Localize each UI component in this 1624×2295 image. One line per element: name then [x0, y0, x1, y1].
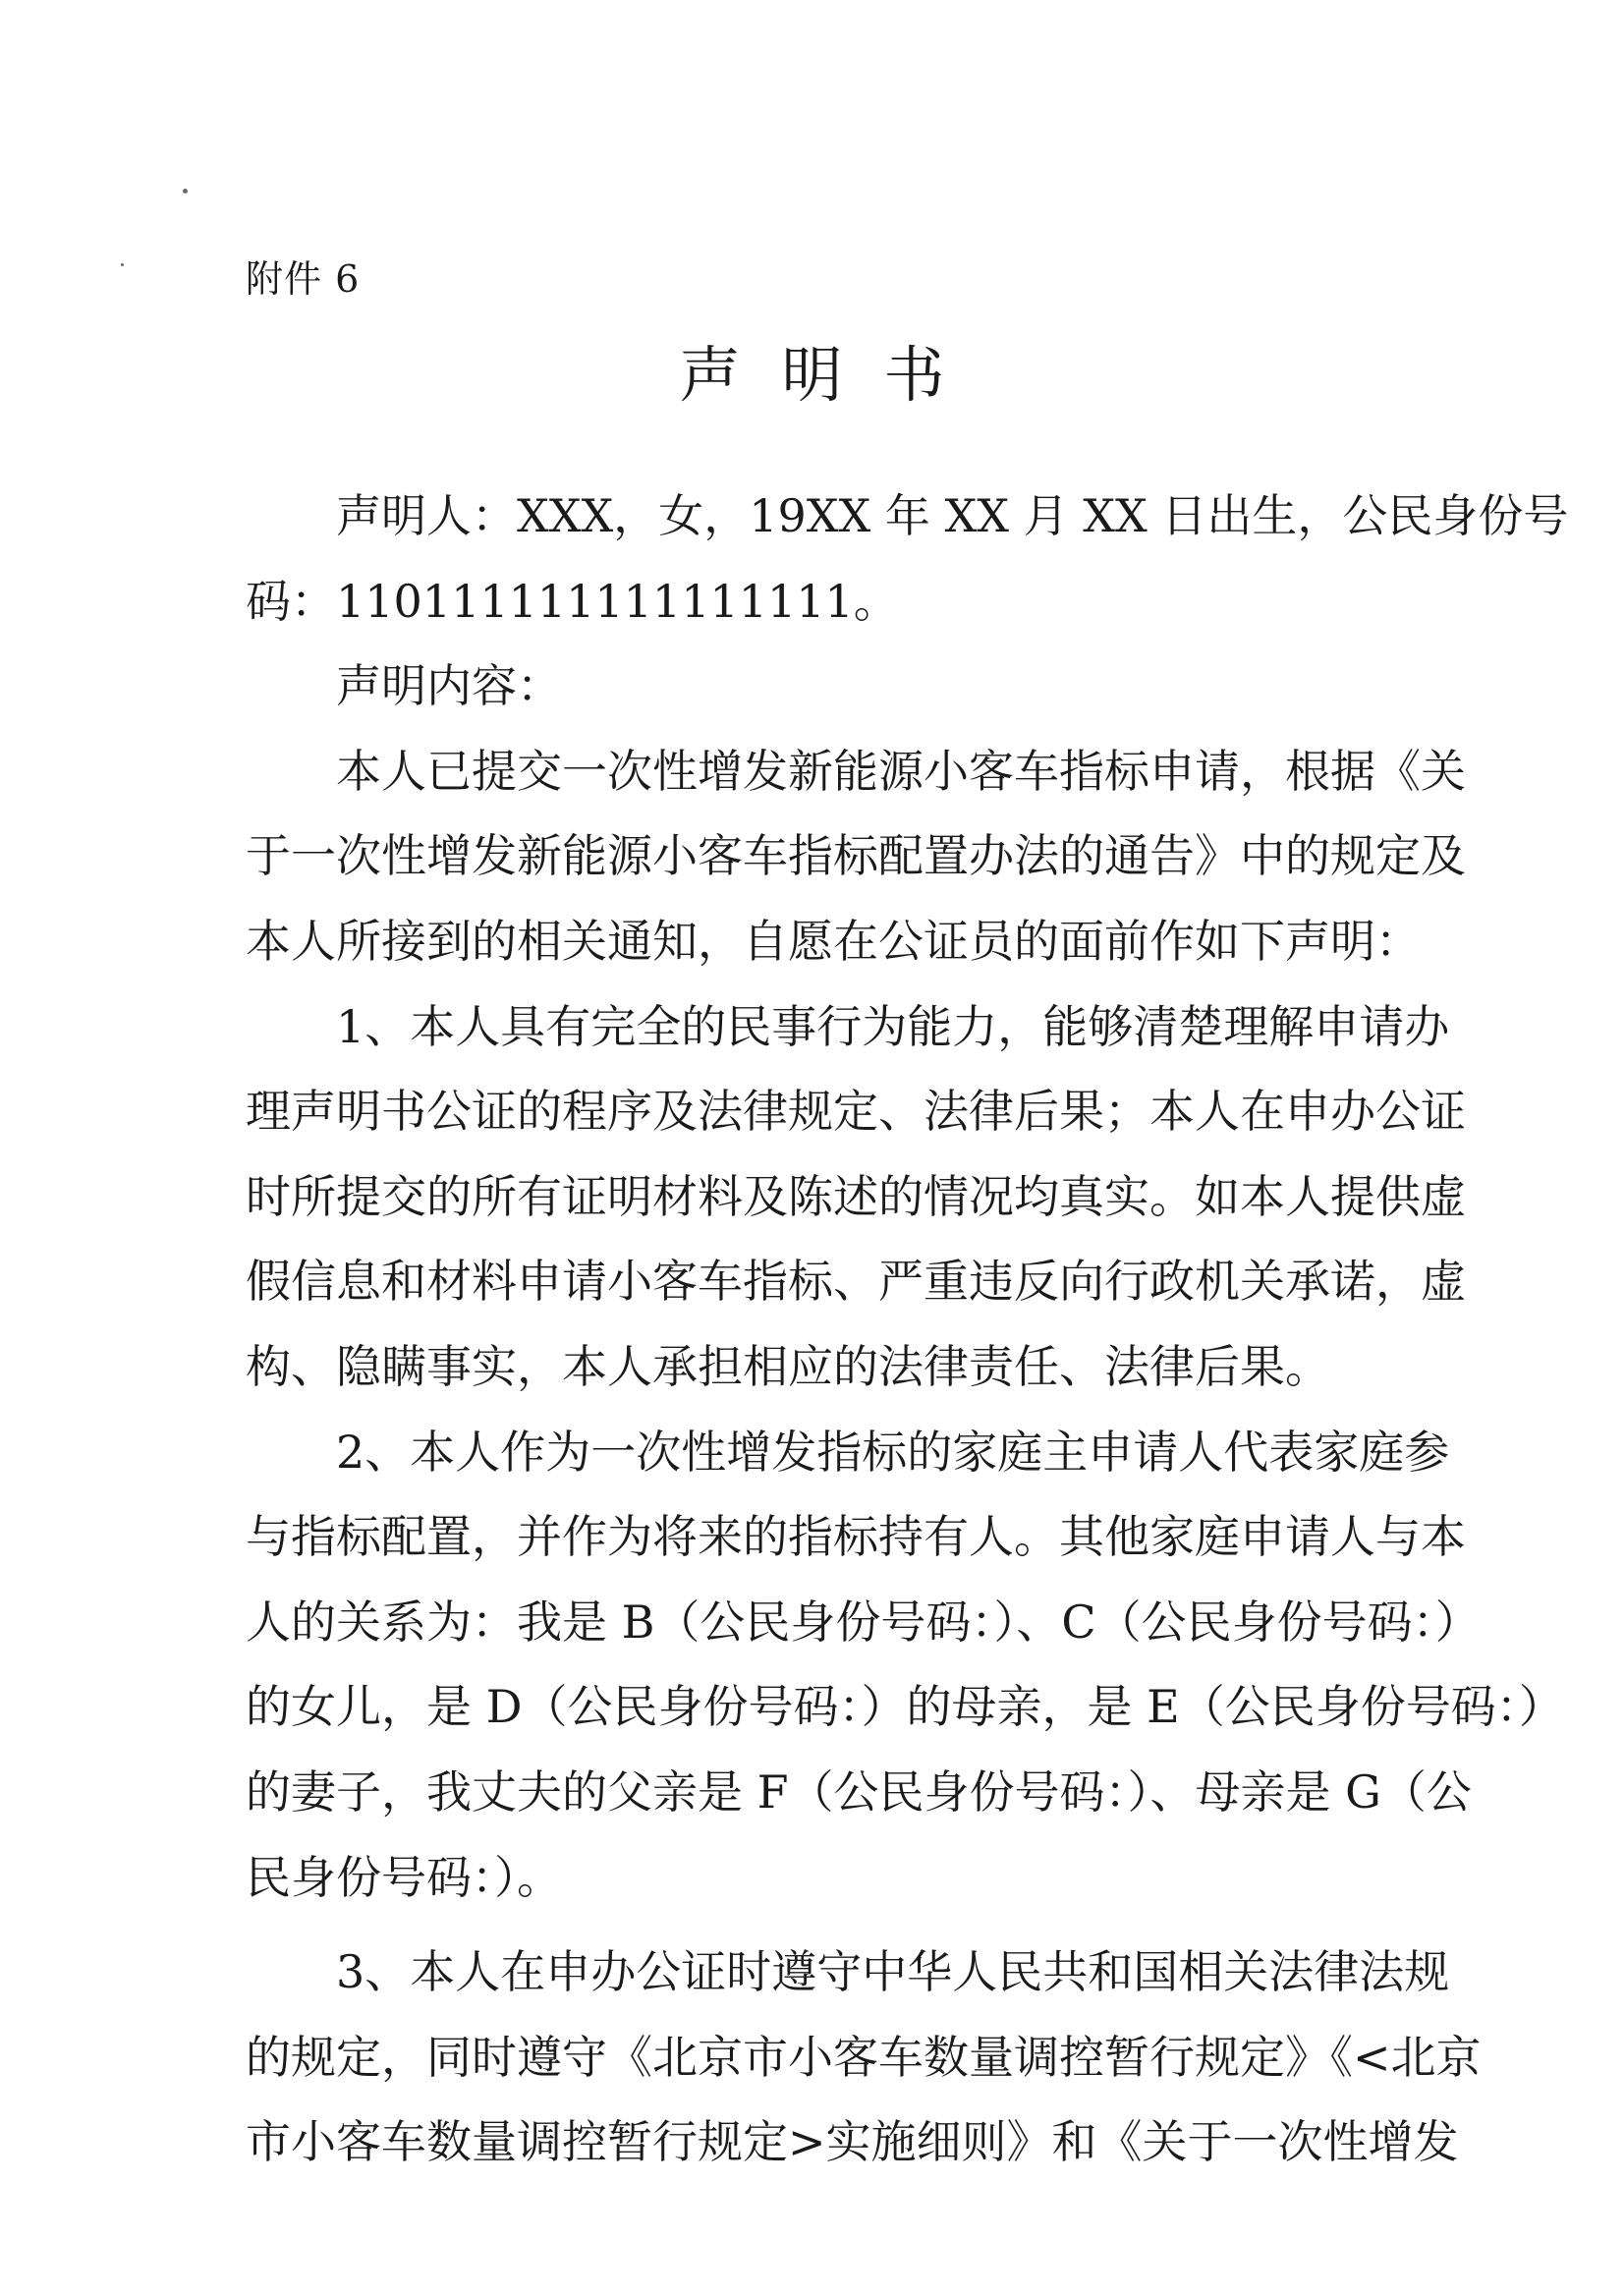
- paragraph-line: 构、隐瞒事实，本人承担相应的法律责任、法律后果。: [246, 1339, 1330, 1393]
- scan-speck: [183, 189, 188, 194]
- paragraph-gap: [246, 1920, 1430, 1930]
- paragraph-line: 3、本人在申办公证时遵守中华人民共和国相关法律法规: [336, 1945, 1450, 1999]
- paragraph-line: 本人已提交一次性增发新能源小客车指标申请，根据《关: [336, 744, 1466, 798]
- paragraph-line: 1、本人具有完全的民事行为能力，能够清楚理解申请办: [336, 999, 1450, 1053]
- paragraph-line: 民身份号码：）。: [246, 1850, 562, 1904]
- document-body: [246, 474, 1569, 2185]
- paragraph-line: 与指标配置，并作为将来的指标持有人。其他家庭申请人与本: [246, 1510, 1466, 1564]
- paragraph-line: 2、本人作为一次性增发指标的家庭主申请人代表家庭参: [336, 1425, 1450, 1479]
- paragraph-line: 市小客车数量调控暂行规定>实施细则》和《关于一次性增发: [246, 2115, 1459, 2169]
- paragraph-line: 声明人：XXX，女，19XX 年 XX 月 XX 日出生，公民身份号: [336, 489, 1569, 542]
- paragraph-line: 码：110111111111111111。: [246, 574, 899, 628]
- document-title: 声明书: [679, 339, 986, 411]
- paragraph-line: 理声明书公证的程序及法律规定、法律后果；本人在申办公证: [246, 1085, 1466, 1139]
- paragraph-line: 的女儿，是 D（公民身份号码：）的母亲，是 E（公民身份号码：）: [246, 1680, 1564, 1734]
- attachment-label: 附件 6: [246, 257, 361, 301]
- paragraph-line: 人的关系为：我是 B（公民身份号码：）、C（公民身份号码：）: [246, 1595, 1481, 1649]
- paragraph-line: 时所提交的所有证明材料及陈述的情况均真实。如本人提供虚: [246, 1169, 1466, 1223]
- paragraph-line: 的妻子，我丈夫的父亲是 F（公民身份号码：）、母亲是 G（公: [246, 1764, 1472, 1819]
- paragraph-line: 假信息和材料申请小客车指标、严重违反向行政机关承诺，虚: [246, 1255, 1466, 1309]
- scan-speck: [121, 263, 124, 266]
- paragraph-line: 的规定，同时遵守《北京市小客车数量调控暂行规定》《<北京: [246, 2030, 1482, 2084]
- section-heading: 声明内容：: [336, 659, 562, 713]
- paragraph-line: 本人所接到的相关通知，自愿在公证员的面前作如下声明：: [246, 914, 1421, 968]
- paragraph-line: 于一次性增发新能源小客车指标配置办法的通告》中的规定及: [246, 829, 1466, 883]
